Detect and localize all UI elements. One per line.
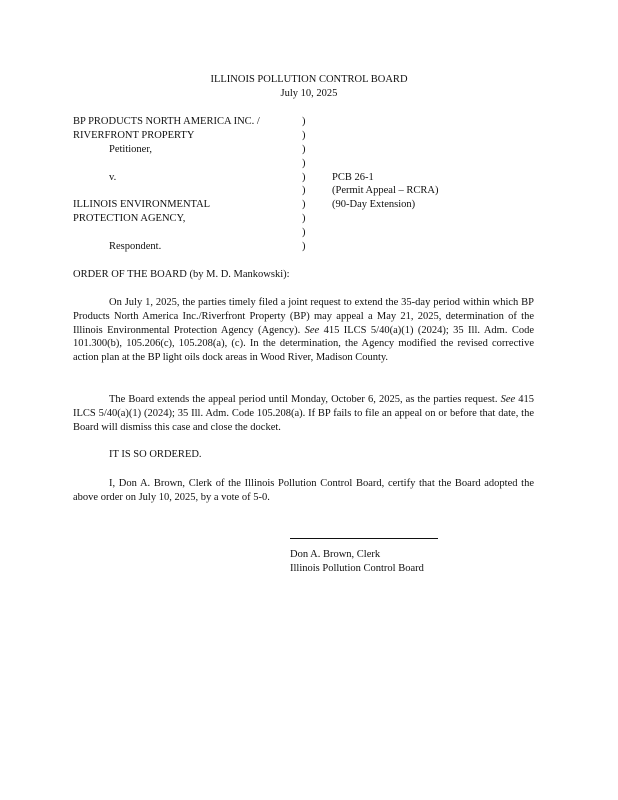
paragraph-extension-text-a: The Board extends the appeal period until Monday, October 6, 2025, as the parties request. — [109, 394, 498, 405]
so-ordered: IT IS SO ORDERED. — [109, 449, 202, 460]
petitioner-role: Petitioner, — [109, 144, 153, 155]
signature-name: Don A. Brown, Clerk — [290, 549, 381, 560]
versus-label: v. — [109, 172, 117, 183]
paragraph-extension — [73, 393, 534, 434]
caption-paren: ) — [302, 130, 306, 141]
caption-paren: ) — [302, 185, 306, 196]
paragraph-request-text-a: On July 1, 2025, the parties timely filed a joint request to extend the 35-day period within which BP Products North America Inc./Riverfront Property (BP) may appeal a May 21, 2025, determination of the Illinois Environmental Protection Agency (Agency). — [73, 297, 534, 336]
paragraph-request-text-b: 415 ILCS 5/40(a)(1) (2024); 35 Ill. Adm. Code 101.300(b), 105.206(c), 105.208(a), (c). In the determination, the Agency modified the revised corrective action plan at the BP light oils dock areas in Wood River, Madison County. — [73, 324, 535, 364]
signature-title: Illinois Pollution Control Board — [290, 563, 424, 574]
caption-paren: ) — [302, 241, 306, 252]
petitioner-name-line1: BP PRODUCTS NORTH AMERICA INC. / — [73, 116, 260, 127]
agency-heading: ILLINOIS POLLUTION CONTROL BOARD — [210, 74, 408, 85]
respondent-name-line2: PROTECTION AGENCY, — [73, 213, 186, 224]
respondent-name-line1: ILLINOIS ENVIRONMENTAL — [73, 199, 211, 210]
see-citation-signal: See — [304, 324, 320, 336]
caption-paren: ) — [302, 213, 306, 224]
caption-paren: ) — [302, 158, 306, 169]
caption-paren: ) — [302, 144, 306, 155]
order-heading: ORDER OF THE BOARD (by M. D. Mankowski): — [73, 269, 290, 280]
respondent-role: Respondent. — [109, 241, 162, 252]
clerk-certification: I, Don A. Brown, Clerk of the Illinois Pollution Control Board, certify that the Board adopted the above order on July 10, 2025, by a vote of 5-0. — [73, 478, 534, 503]
petitioner-name-line2: RIVERFRONT PROPERTY — [73, 130, 195, 141]
case-type: (Permit Appeal – RCRA) — [332, 185, 439, 196]
case-extension: (90-Day Extension) — [332, 199, 416, 210]
case-number: PCB 26-1 — [332, 172, 374, 183]
caption-paren: ) — [302, 172, 306, 183]
caption-paren: ) — [302, 116, 306, 127]
caption-paren: ) — [302, 199, 306, 210]
order-date: July 10, 2025 — [280, 88, 338, 99]
paragraph-request — [73, 296, 534, 365]
see-citation-signal: See — [500, 394, 516, 405]
caption-paren: ) — [302, 227, 306, 238]
signature-line — [290, 538, 438, 539]
paragraph-extension-text-b: 415 ILCS 5/40(a)(1) (2024); 35 Ill. Adm. Code 105.208(a). If BP fails to file an appeal on or before that date, the Board will dismiss this case and close the docket. — [73, 394, 535, 433]
